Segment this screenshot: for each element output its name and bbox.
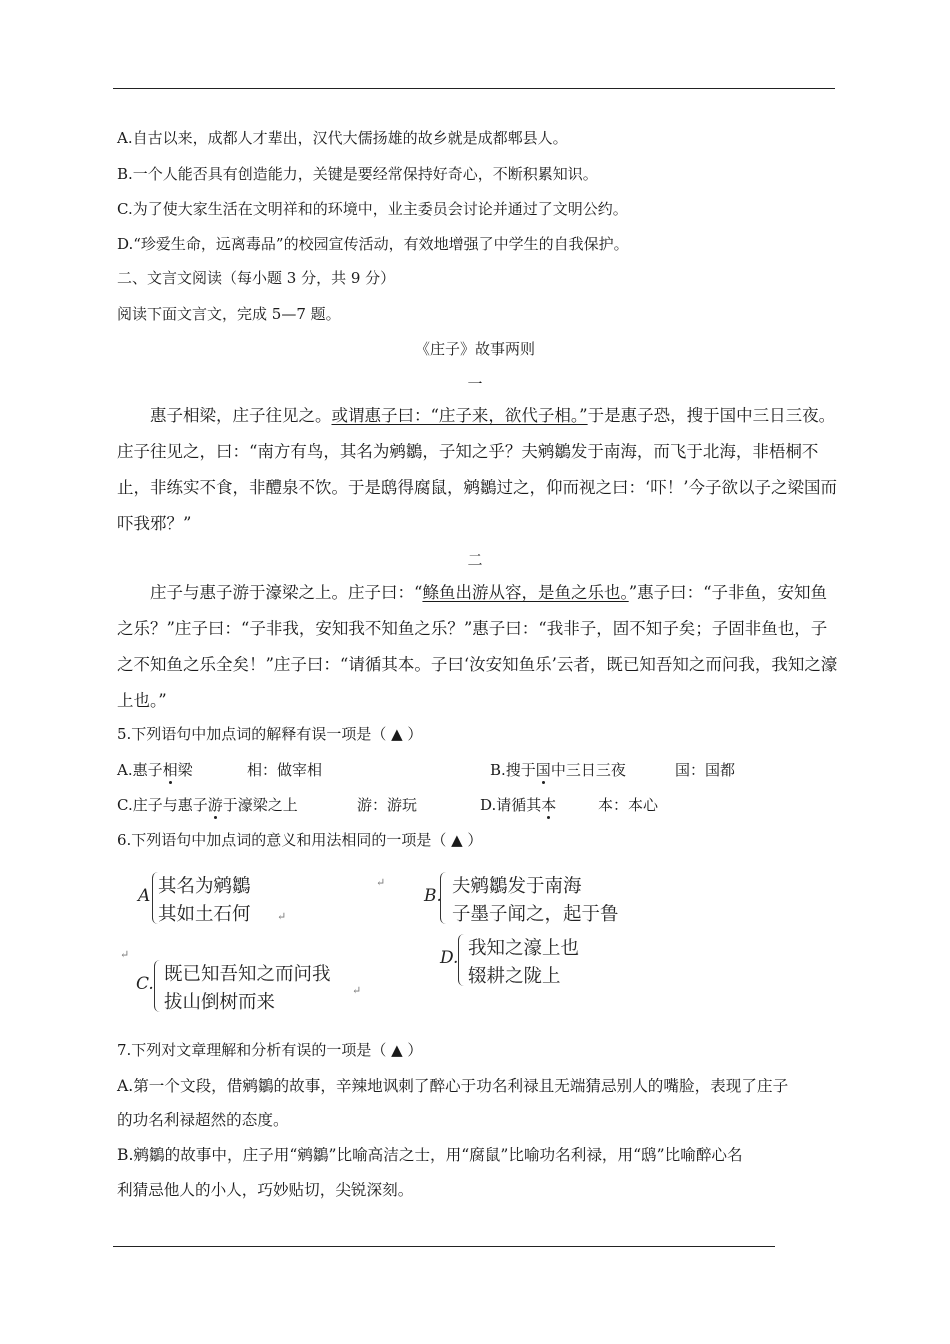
q7-option-a-line2: 的功名利禄超然的态度。 bbox=[117, 1111, 289, 1129]
section-heading: 二、文言文阅读（每小题 3 分，共 9 分） bbox=[117, 269, 396, 287]
option-prev-c: C.为了使大家生活在文明祥和的环境中，业主委员会讨论并通过了文明公约。 bbox=[117, 200, 628, 218]
q5-stem: 5.下列语句中加点词的解释有误一项是（ ▲ ） bbox=[117, 725, 423, 743]
part-one-text-a: 惠子相梁，庄子往见之。 bbox=[150, 406, 332, 425]
passage-title: 《庄子》故事两则 bbox=[414, 340, 535, 358]
return-mark-icon: ↵ bbox=[277, 910, 287, 923]
part-two-text-a: 庄子与惠子游于濠梁之上。庄子曰：“ bbox=[150, 583, 423, 602]
q6-option-d: D. 我知之濠上也 辍耕之陇上 bbox=[440, 930, 660, 990]
q7-option-b-line1: B.鹓鶵的故事中，庄子用“鹓鶵”比喻高洁之士，用“腐鼠”比喻功名利禄，用“鸱”比喻醉心名 bbox=[117, 1146, 743, 1164]
header-rule bbox=[113, 88, 835, 89]
q6-option-b: B. 夫鹓鶵发于南海 子墨子闻之，起于鲁 bbox=[424, 870, 674, 930]
passage-part-two bbox=[117, 575, 839, 719]
q5-gloss-a: 相：做宰相 bbox=[247, 761, 323, 779]
option-prev-d: D.“珍爱生命，远离毒品”的校园宣传活动，有效地增强了中学生的自我保护。 bbox=[117, 235, 629, 253]
part-one-underlined: 或谓惠子曰：“庄子来，欲代子相。” bbox=[331, 406, 588, 425]
dotted-word: 相 bbox=[162, 761, 178, 779]
q6-stem: 6.下列语句中加点词的意义和用法相同的一项是（ ▲ ） bbox=[117, 831, 483, 849]
footer-rule bbox=[113, 1246, 775, 1247]
q7-option-b-line2: 利猜忌他人的小人，巧妙贴切，尖锐深刻。 bbox=[117, 1181, 414, 1199]
q7-stem: 7.下列对文章理解和分析有误的一项是（ ▲ ） bbox=[117, 1041, 423, 1059]
brace-icon bbox=[440, 872, 449, 924]
option-prev-b: B.一个人能否具有创造能力，关键是要经常保持好奇心，不断积累知识。 bbox=[117, 165, 598, 183]
dotted-word: 游 bbox=[207, 796, 223, 814]
return-mark-icon: ↵ bbox=[120, 948, 130, 961]
q5-gloss-c: 游：游玩 bbox=[357, 796, 418, 814]
q7-option-a-line1: A.第一个文段，借鹓鶵的故事，辛辣地讽刺了醉心于功名利禄且无端猜忌别人的嘴脸，表现了庄子 bbox=[117, 1077, 789, 1095]
part-two-text-b: ”惠子曰：“子非鱼，安知鱼之乐？”庄子曰：“子非我，安知我不知鱼之乐？”惠子曰：“我非子，固不知子矣；子固非鱼也，子之不知鱼之乐全矣！”庄子曰：“请循其本。子曰‘汝安知鱼乐’云者，既已知吾知之而问我，我知之濠上也。” bbox=[117, 583, 838, 710]
part-two-underlined: 鲦鱼出游从容，是鱼之乐也。 bbox=[422, 583, 629, 602]
q6-option-a: A 其名为鹓鶵 其如土石何 bbox=[138, 870, 398, 930]
part-one-text-b: 于是惠子恐，搜于国中三日三夜。庄子往见之，曰：“南方有鸟，其名为鹓鶵，子知之乎？夫鹓鶵发于南海，而飞于北海，非梧桐不止，非练实不食，非醴泉不饮。于是鸱得腐鼠，鹓鶵过之，仰而视之曰：‘吓！’今子欲以子之梁国而吓我邪？” bbox=[117, 406, 837, 533]
dotted-word: 本 bbox=[541, 796, 557, 814]
dotted-word: 国 bbox=[535, 761, 551, 779]
return-mark-icon: ↵ bbox=[376, 876, 386, 889]
reading-instruction: 阅读下面文言文，完成 5—7 题。 bbox=[117, 305, 341, 323]
part-one-label: 一 bbox=[467, 375, 483, 393]
q5-gloss-d: 本：本心 bbox=[598, 796, 659, 814]
q6-option-c: C. 既已知吾知之而问我 拔山倒树而来 bbox=[136, 956, 396, 1016]
brace-icon bbox=[458, 934, 467, 986]
part-two-label: 二 bbox=[467, 551, 483, 569]
return-mark-icon: ↵ bbox=[352, 984, 362, 997]
option-prev-a: A.自古以来，成都人才辈出，汉代大儒扬雄的故乡就是成都郫县人。 bbox=[117, 129, 568, 147]
passage-part-one bbox=[117, 398, 839, 542]
q5-gloss-b: 国：国都 bbox=[675, 761, 736, 779]
brace-icon bbox=[154, 960, 163, 1012]
